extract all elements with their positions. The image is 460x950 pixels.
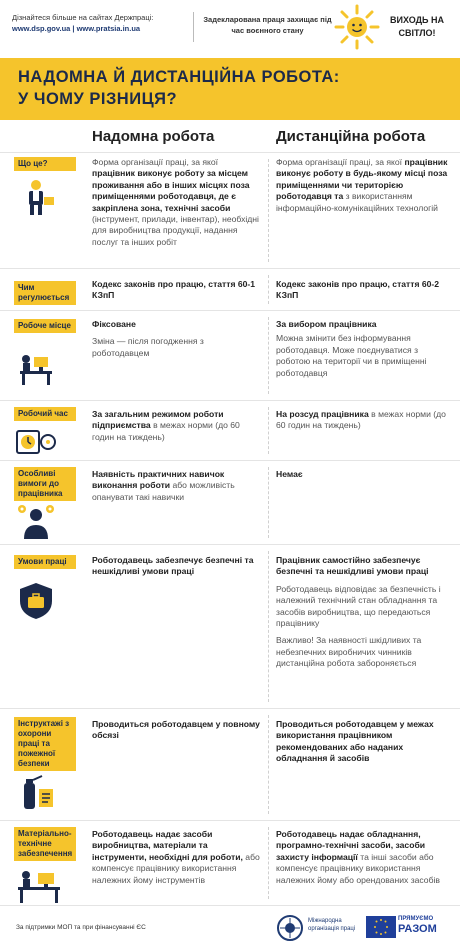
row-workplace <box>0 310 460 400</box>
workplace-home-bold: Фіксоване <box>92 319 136 329</box>
workplace-remote-bold: За вибором працівника <box>276 319 377 329</box>
conditions-home-bold: Роботодавець забезпечує безпечні та нешкідливі умови праці <box>92 555 254 577</box>
row-conditions <box>0 544 460 708</box>
workplace-remote-text <box>276 319 448 379</box>
workplace-home-text <box>92 319 260 359</box>
column-divider <box>268 407 269 454</box>
conditions-remote-bold: Працівник самостійно забезпечує безпечні та нешкідливі умови праці <box>276 555 429 577</box>
what-remote-text <box>276 157 448 214</box>
worktime-home-bold: За загальним режимом роботи підприємства <box>92 409 224 431</box>
requirements-remote-text <box>276 469 448 480</box>
worktime-home-text <box>92 409 260 443</box>
support-remote-bold: Роботодавець надає обладнання, програмно-технічні засоби, засоби захисту інформації <box>276 829 426 862</box>
worker-home-icon <box>16 177 56 217</box>
partner-top: ПРЯМУЄМО <box>398 916 434 922</box>
column-divider <box>268 827 269 899</box>
requirements-home-bold: Наявність практичних навичок виконання роботи <box>92 469 225 491</box>
sites-info <box>12 12 192 34</box>
row-tag-support: Матеріально-технічне забезпечення <box>14 827 76 861</box>
what-remote-bold: працівник виконує роботу в будь-якому місці поза приміщеннями чи територією роботодавця та <box>276 157 448 202</box>
row-tag-regulation: Чим регулюється <box>14 281 76 305</box>
row-tag-what: Що це? <box>14 157 76 171</box>
requirements-remote-bold: Немає <box>276 469 303 479</box>
conditions-remote-text <box>276 555 448 670</box>
what-home-post: (інструмент, прилади, інвентар), необхідні для виробництва продукції, надання послуг та інших робіт <box>92 214 259 247</box>
support-home-bold: Роботодавець надає засоби виробництва, матеріали та інструменти, необхідні для роботи, <box>92 829 243 862</box>
column-divider <box>268 275 269 304</box>
worktime-home-note: в межах норми (до 60 годин на тиждень) <box>92 420 240 442</box>
workplace-home-note: Зміна — після погодження з роботодавцем <box>92 336 204 358</box>
what-home-bold: працівник виконує роботу за місцем проживання або в інших місцях поза приміщеннями роботодавця, де є закріплена зона, технічні засоби <box>92 168 250 213</box>
column-divider <box>268 317 269 394</box>
shield-briefcase-icon <box>16 581 56 621</box>
row-tag-conditions: Умови праці <box>14 555 76 569</box>
top-header <box>0 0 460 58</box>
what-home-pre: Форма організації праці, за якої <box>92 157 219 167</box>
column-remote-title: Дистанційна робота <box>276 128 426 145</box>
row-briefing <box>0 708 460 820</box>
title-banner <box>0 58 460 120</box>
conditions-remote-note1: Роботодавець відповідає за безпечність і належний технічний стан обладнання та засобів виробництва, що передаються працівнику <box>276 583 441 629</box>
support-remote-text <box>276 829 448 886</box>
footer <box>0 905 460 950</box>
briefing-home-text <box>92 719 260 742</box>
column-divider <box>268 715 269 814</box>
footer-note: За підтримки МОП та при фінансуванні ЄС <box>16 924 146 931</box>
row-what <box>0 152 460 268</box>
person-gears-icon <box>16 501 56 541</box>
row-requirements <box>0 460 460 544</box>
conditions-remote-note2: Важливо! За наявності шкідливих та небезпечних виробничих чинників дистанційна робота забороняється <box>276 635 422 669</box>
workplace-remote-note: Можна змінити без інформування роботодавця. Може поєднуватися з роботою на території чи в приміщенні роботодавця <box>276 333 427 378</box>
support-home-note: або компенсує працівнику використання належних йому інструментів <box>92 851 260 885</box>
column-divider <box>268 159 269 262</box>
eu-flag <box>366 916 396 938</box>
worktime-remote-text <box>276 409 448 432</box>
worktime-remote-bold: На розсуд працівника <box>276 409 369 419</box>
column-home-title: Надомна робота <box>92 128 215 145</box>
row-tag-requirements: Особливі вимоги до працівника <box>14 467 76 501</box>
row-support <box>0 820 460 905</box>
row-tag-workplace: Робоче місце <box>14 319 76 333</box>
workplace-icon <box>16 347 56 387</box>
column-divider <box>268 467 269 538</box>
ilo-logo <box>276 914 304 942</box>
ilo-name: Міжнародна організація праці <box>308 918 356 932</box>
desk-icon <box>16 865 62 905</box>
header-divider <box>193 12 194 42</box>
row-tag-worktime: Робочий час <box>14 407 76 421</box>
what-remote-pre: Форма організації праці, за якої <box>276 157 405 167</box>
regulation-home: Кодекс законів про працю, стаття 60-1 КЗпП <box>92 279 256 301</box>
column-divider <box>268 551 269 702</box>
sun-icon <box>334 4 380 50</box>
conditions-home-text <box>92 555 260 578</box>
regulation-home-text <box>92 279 260 302</box>
requirements-home-note: або можливість опанувати такі навички <box>92 480 235 502</box>
support-remote-note: та інші засоби або компенсує працівнику використання належних йому або орендованих засобів <box>276 851 440 885</box>
fire-extinguisher-icon <box>16 771 56 811</box>
row-worktime <box>0 400 460 460</box>
law-note: Задекларована праця захищає під час воєнного стану <box>203 15 332 35</box>
sites-links[interactable]: www.dsp.gov.ua | www.pratsia.in.ua <box>12 24 141 33</box>
what-home-text <box>92 157 260 248</box>
clock-icon <box>16 427 56 455</box>
regulation-remote: Кодекс законів про працю, стаття 60-2 КЗпП <box>276 279 440 301</box>
support-home-text <box>92 829 260 886</box>
partner-big: РАЗОМ <box>398 923 437 935</box>
row-tag-briefing: Інструктажі з охорони праці та пожежної безпеки <box>14 717 76 771</box>
briefing-home-bold: Проводиться роботодавцем у повному обсязі <box>92 719 260 741</box>
page-title-line2: У ЧОМУ РІЗНИЦЯ? <box>18 90 178 108</box>
briefing-remote-bold: Проводиться роботодавцем у межах використання працівником рекомендованих або наданих обладнання й засобів <box>276 719 434 764</box>
partner-logo <box>398 916 450 936</box>
what-remote-post: з використанням інформаційно-комунікаційних технологій <box>276 191 438 213</box>
row-regulation <box>0 268 460 310</box>
regulation-remote-text <box>276 279 448 302</box>
slogan: ВИХОДЬ НА СВІТЛО! <box>390 15 444 38</box>
worktime-remote-note: в межах норми (до 60 годин на тиждень) <box>276 409 446 431</box>
requirements-home-text <box>92 469 260 503</box>
briefing-remote-text <box>276 719 448 765</box>
sites-intro: Дізнайтеся більше на сайтах Держпраці: <box>12 13 154 22</box>
page-title-line1: НАДОМНА Й ДИСТАНЦІЙНА РОБОТА: <box>18 68 340 86</box>
